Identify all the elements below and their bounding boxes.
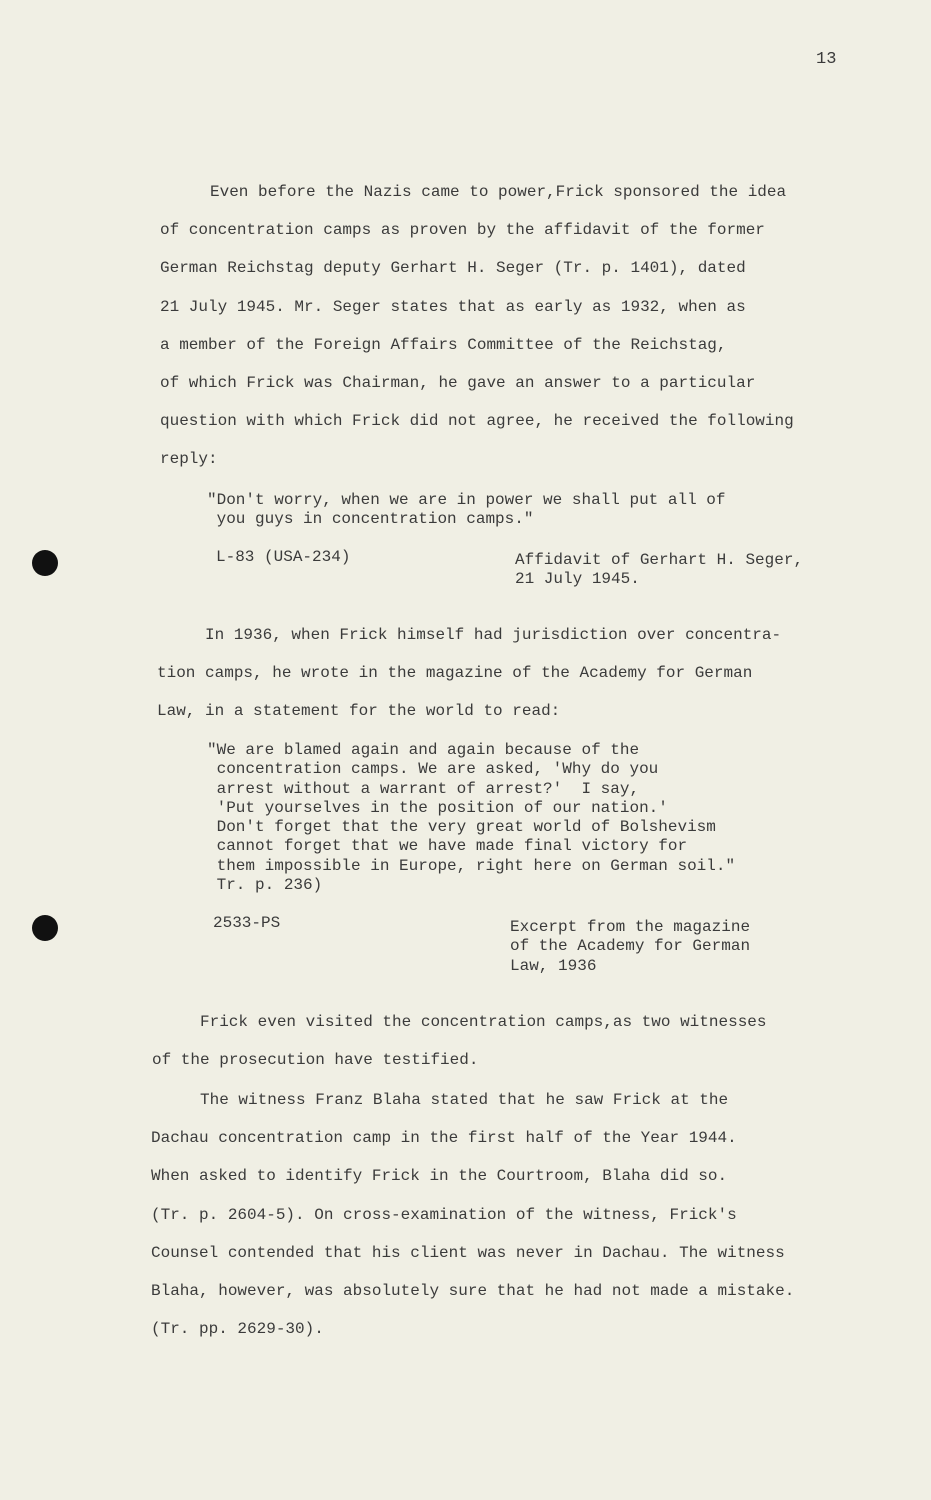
- text-line: "We are blamed again and again because of the: [207, 741, 640, 759]
- citation-1-exhibit: L-83 (USA-234): [216, 548, 351, 566]
- text-line: In 1936, when Frick himself had jurisdiction over concentra-: [205, 626, 782, 644]
- text-line: (Tr. pp. 2629-30).: [151, 1320, 324, 1339]
- text-line: Even before the Nazis came to power,Frick sponsored the idea: [210, 183, 787, 201]
- paragraph-4: [151, 1081, 794, 1348]
- text-line: 21 July 1945. Mr. Seger states that as early as 1932, when as: [160, 297, 746, 316]
- text-line: When asked to identify Frick in the Courtroom, Blaha did so.: [151, 1167, 728, 1186]
- paragraph-2: [157, 616, 781, 731]
- text-line: The witness Franz Blaha stated that he saw Frick at the: [200, 1091, 729, 1109]
- citation-2-exhibit: 2533-PS: [213, 914, 281, 932]
- text-line: Blaha, however, was absolutely sure that he had not made a mistake.: [151, 1281, 795, 1300]
- text-line: Law, 1936: [510, 956, 597, 975]
- text-line: Excerpt from the magazine: [510, 918, 751, 936]
- text-line: Law, in a statement for the world to read:: [157, 702, 561, 721]
- text-line: a member of the Foreign Affairs Committee of the Reichstag,: [160, 335, 727, 354]
- text-line: Frick even visited the concentration camps,as two witnesses: [200, 1013, 767, 1031]
- text-line: Counsel contended that his client was never in Dachau. The witness: [151, 1243, 785, 1262]
- text-line: German Reichstag deputy Gerhart H. Seger (Tr. p. 1401), dated: [160, 259, 746, 278]
- text-line: you guys in concentration camps.": [207, 510, 534, 529]
- text-line: question with which Frick did not agree, he received the following: [160, 412, 794, 431]
- text-line: Affidavit of Gerhart H. Seger,: [515, 551, 804, 569]
- page-number: 13: [816, 50, 837, 69]
- text-line: Dachau concentration camp in the first half of the Year 1944.: [151, 1129, 737, 1148]
- paragraph-1: [160, 173, 794, 479]
- punch-hole: [32, 550, 58, 576]
- text-line: of the prosecution have testified.: [152, 1051, 479, 1070]
- text-line: concentration camps. We are asked, 'Why do you: [207, 760, 659, 779]
- text-line: of which Frick was Chairman, he gave an answer to a particular: [160, 373, 756, 392]
- text-line: of the Academy for German: [510, 937, 751, 956]
- text-line: tion camps, he wrote in the magazine of the Academy for German: [157, 664, 753, 683]
- text-line: arrest without a warrant of arrest?' I say,: [207, 779, 640, 798]
- text-line: "Don't worry, when we are in power we shall put all of: [207, 491, 726, 509]
- text-line: of concentration camps as proven by the affidavit of the former: [160, 221, 765, 240]
- text-line: cannot forget that we have made final victory for: [207, 837, 688, 856]
- punch-hole: [32, 915, 58, 941]
- citation-1-source: [515, 551, 803, 590]
- quote-2: [207, 741, 735, 895]
- paragraph-3: [152, 1003, 767, 1079]
- text-line: reply:: [160, 450, 218, 469]
- citation-2-source: [510, 918, 750, 976]
- text-line: Don't forget that the very great world of Bolshevism: [207, 818, 716, 837]
- text-line: (Tr. p. 2604-5). On cross-examination of the witness, Frick's: [151, 1205, 737, 1224]
- text-line: Tr. p. 236): [207, 876, 323, 895]
- text-line: them impossible in Europe, right here on German soil.": [207, 856, 736, 875]
- text-line: 'Put yourselves in the position of our nation.': [207, 798, 668, 817]
- quote-1: [207, 491, 725, 530]
- text-line: 21 July 1945.: [515, 570, 640, 589]
